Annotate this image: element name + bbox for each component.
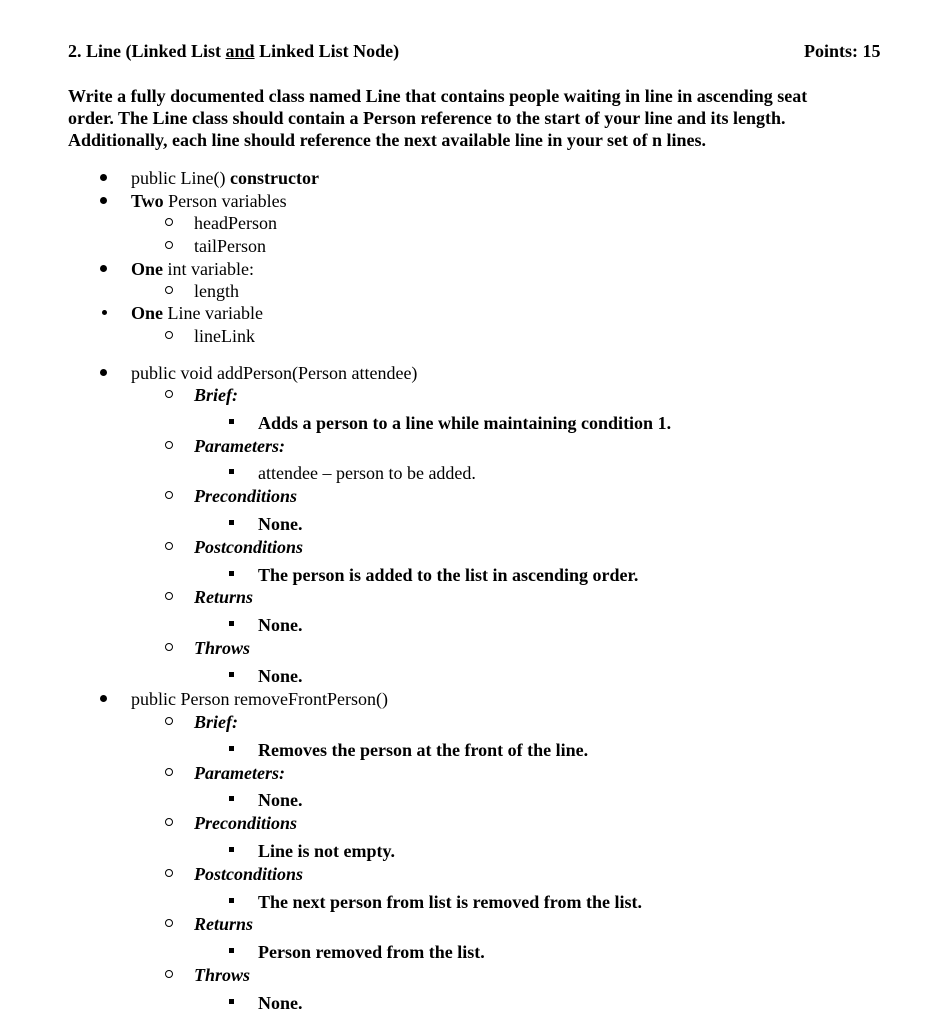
square-bullet-icon bbox=[229, 419, 234, 424]
remove-returns: Person removed from the list. bbox=[258, 942, 485, 962]
circle-bullet-icon bbox=[165, 717, 173, 725]
circle-bullet-icon bbox=[165, 818, 173, 826]
remove-post: The next person from list is removed from the list. bbox=[258, 892, 642, 912]
remove-throws-label: Throws bbox=[194, 965, 251, 985]
add-person-params-label: Parameters: bbox=[194, 436, 285, 456]
bullet-icon bbox=[102, 310, 107, 315]
remove-post-label: Postconditions bbox=[194, 864, 304, 884]
bullet-icon bbox=[100, 265, 107, 272]
circle-bullet-icon bbox=[165, 542, 173, 550]
circle-bullet-icon bbox=[165, 441, 173, 449]
square-bullet-icon bbox=[229, 571, 234, 576]
line-link-item: lineLink bbox=[194, 326, 255, 346]
circle-bullet-icon bbox=[165, 869, 173, 877]
add-person-returns: None. bbox=[258, 615, 303, 635]
circle-bullet-icon bbox=[165, 331, 173, 339]
remove-front-person-signature: public Person removeFrontPerson() bbox=[131, 689, 388, 709]
square-bullet-icon bbox=[229, 672, 234, 677]
head-person-item: headPerson bbox=[194, 213, 277, 233]
add-person-throws: None. bbox=[258, 666, 303, 686]
circle-bullet-icon bbox=[165, 218, 173, 226]
add-person-brief: Adds a person to a line while maintaining condition 1. bbox=[258, 413, 672, 433]
add-person-post-label: Postconditions bbox=[194, 537, 304, 557]
tail-person-item: tailPerson bbox=[194, 236, 266, 256]
circle-bullet-icon bbox=[165, 390, 173, 398]
add-person-params: attendee – person to be added. bbox=[258, 463, 476, 483]
square-bullet-icon bbox=[229, 948, 234, 953]
circle-bullet-icon bbox=[165, 592, 173, 600]
line-variable-item: One Line variable bbox=[131, 303, 263, 323]
length-item: length bbox=[194, 281, 239, 301]
square-bullet-icon bbox=[229, 999, 234, 1004]
constructor-item: public Line() constructor bbox=[131, 168, 319, 188]
add-person-post: The person is added to the list in ascending order. bbox=[258, 565, 639, 585]
add-person-throws-label: Throws bbox=[194, 638, 251, 658]
remove-returns-label: Returns bbox=[194, 914, 254, 934]
person-variables-item: Two Person variables bbox=[131, 191, 287, 211]
remove-throws: None. bbox=[258, 993, 303, 1013]
square-bullet-icon bbox=[229, 746, 234, 751]
bullet-icon bbox=[100, 197, 107, 204]
circle-bullet-icon bbox=[165, 919, 173, 927]
remove-brief: Removes the person at the front of the line. bbox=[258, 740, 589, 760]
circle-bullet-icon bbox=[165, 768, 173, 776]
remove-params-label: Parameters: bbox=[194, 763, 285, 783]
circle-bullet-icon bbox=[165, 241, 173, 249]
square-bullet-icon bbox=[229, 847, 234, 852]
remove-brief-label: Brief: bbox=[194, 712, 238, 732]
remove-pre-label: Preconditions bbox=[194, 813, 298, 833]
circle-bullet-icon bbox=[165, 491, 173, 499]
remove-params: None. bbox=[258, 790, 303, 810]
add-person-pre-label: Preconditions bbox=[194, 486, 298, 506]
points-label: Points: 15 bbox=[804, 41, 881, 61]
intro-line-2: order. The Line class should contain a Person reference to the start of your line and its length. bbox=[68, 108, 786, 128]
int-variable-item: One int variable: bbox=[131, 259, 254, 279]
square-bullet-icon bbox=[229, 621, 234, 626]
square-bullet-icon bbox=[229, 469, 234, 474]
add-person-brief-label: Brief: bbox=[194, 385, 238, 405]
circle-bullet-icon bbox=[165, 970, 173, 978]
square-bullet-icon bbox=[229, 898, 234, 903]
circle-bullet-icon bbox=[165, 643, 173, 651]
circle-bullet-icon bbox=[165, 286, 173, 294]
square-bullet-icon bbox=[229, 796, 234, 801]
add-person-pre: None. bbox=[258, 514, 303, 534]
remove-pre: Line is not empty. bbox=[258, 841, 396, 861]
bullet-icon bbox=[100, 174, 107, 181]
intro-line-3: Additionally, each line should reference the next available line in your set of n lines. bbox=[68, 130, 707, 150]
intro-line-1: Write a fully documented class named Line that contains people waiting in line in ascending seat bbox=[68, 86, 808, 106]
square-bullet-icon bbox=[229, 520, 234, 525]
section-heading: 2. Line (Linked List and Linked List Node) bbox=[68, 41, 400, 61]
heading-and: and bbox=[225, 41, 255, 61]
bullet-icon bbox=[100, 695, 107, 702]
bullet-icon bbox=[100, 369, 107, 376]
add-person-returns-label: Returns bbox=[194, 587, 254, 607]
add-person-signature: public void addPerson(Person attendee) bbox=[131, 363, 418, 383]
